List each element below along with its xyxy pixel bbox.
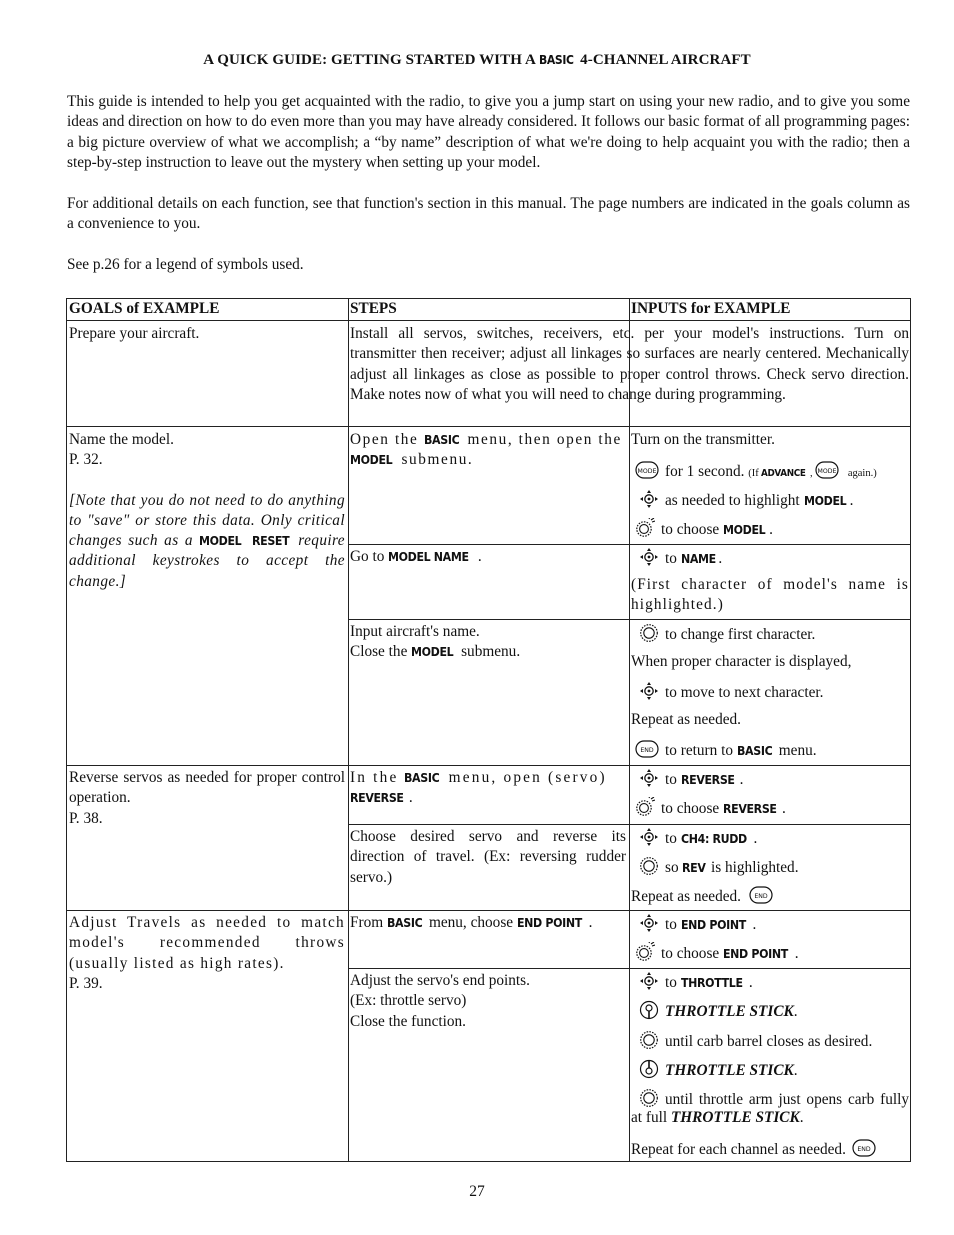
dial-turn-icon bbox=[639, 1030, 659, 1050]
dial-turn-icon bbox=[639, 623, 659, 643]
step-model-name: Go to MODEL NAME . bbox=[350, 548, 482, 565]
throttle-stick-up-icon bbox=[639, 1000, 659, 1020]
page-title: A QUICK GUIDE: GETTING STARTED WITH A BASIC 4-CHANNEL AIRCRAFT bbox=[203, 52, 751, 68]
svg-text:MODE: MODE bbox=[817, 468, 837, 476]
input-next-char: to move to next character. bbox=[639, 681, 823, 703]
input-change-char: to change first character. bbox=[639, 623, 815, 645]
goal-page: P. 39. bbox=[69, 974, 103, 992]
step-prepare: Install all servos, switches, receivers, etc. per your model's instructions. Turn on transmitter then receiver; adjust all linkages so surfaces are nearly centered. Mechanically adjust all linkages as close as possible to proper control throws. Check servo direction. Make notes now of what you will need to change during programming. bbox=[350, 325, 909, 403]
row-divider bbox=[67, 910, 910, 911]
row-divider bbox=[348, 544, 910, 545]
dial-turn-icon bbox=[639, 856, 659, 876]
input-to-ch4: to CH4: RUDD . bbox=[639, 827, 757, 849]
step-adjust-end-points bbox=[350, 971, 626, 1032]
goal-text: Adjust Travels as needed to match model's recommended throws (usually listed as high rates). bbox=[69, 914, 345, 972]
end-key-icon bbox=[749, 885, 773, 905]
row-divider bbox=[67, 765, 910, 766]
input-rev-highlight: so REV is highlighted. bbox=[639, 856, 799, 878]
mode-key-icon bbox=[635, 460, 659, 480]
input-repeat: Repeat as needed. bbox=[631, 711, 741, 728]
column-divider bbox=[348, 299, 349, 1161]
input-first-char-note: (First character of model's name is highlighted.) bbox=[631, 576, 909, 614]
input-throttle-arm: until throttle arm just opens carb fully at full THROTTLE STICK. bbox=[631, 1088, 909, 1127]
input-to-name: to NAME . bbox=[639, 547, 722, 569]
svg-text:END: END bbox=[640, 747, 654, 755]
row-divider bbox=[348, 619, 910, 620]
goal-travel bbox=[69, 913, 345, 994]
column-divider bbox=[629, 299, 630, 1161]
header-steps: STEPS bbox=[350, 300, 397, 317]
intro-paragraph-3: See p.26 for a legend of symbols used. bbox=[67, 256, 304, 273]
mode-key-icon bbox=[815, 460, 839, 480]
input-choose-model: to choose MODEL . bbox=[635, 518, 773, 540]
input-carb-closes: until carb barrel closes as desired. bbox=[639, 1030, 872, 1052]
page-number: 27 bbox=[469, 1183, 485, 1200]
input-throttle-stick-up: THROTTLE STICK. bbox=[639, 1000, 798, 1022]
cursor-pad-icon bbox=[639, 681, 659, 701]
goal-text: Reverse servos as needed for proper control operation. bbox=[69, 769, 345, 807]
row-divider bbox=[348, 824, 910, 825]
row-divider bbox=[67, 426, 910, 427]
input-repeat-channels: Repeat for each channel as needed. END bbox=[631, 1138, 882, 1160]
step-text: (Ex: throttle servo) bbox=[350, 992, 467, 1010]
input-mode-key: MODE for 1 second. (If ADVANCE , MODE again.) bbox=[635, 460, 877, 484]
goal-note: [Note that you do not need to do anything to "save" or store this data. Only critical changes such as a MODEL RESET require additional keystrokes to accept the change.] bbox=[69, 491, 345, 590]
dial-press-icon bbox=[635, 518, 655, 538]
input-repeat-reverse: Repeat as needed. END bbox=[631, 885, 779, 907]
step-open-model: Open the BASIC menu, then open the MODEL submenu. bbox=[350, 431, 622, 469]
step-choose-servo: Choose desired servo and reverse its direction of travel. (Ex: reversing rudder servo.) bbox=[350, 828, 626, 886]
cursor-pad-icon bbox=[639, 768, 659, 788]
cursor-pad-icon bbox=[639, 489, 659, 509]
intro-paragraph-1: This guide is intended to help you get acquainted with the radio, to give you a jump start on using your new radio, and to give you some ideas and direction on how to do even more than you may have already considered. It follows our basic format of all programming pages: a big picture overview of what we accomplish; a “by name” description of what we're doing to help acquaint you with the radio; then a step-by-step instruction to leave out the mystery when setting up your model. bbox=[67, 93, 910, 171]
input-turn-on: Turn on the transmitter. bbox=[631, 431, 775, 448]
end-key-icon bbox=[635, 739, 659, 759]
goal-page: P. 32. bbox=[69, 451, 103, 469]
input-to-end-point: to END POINT . bbox=[639, 913, 756, 935]
input-choose-end-point: to choose END POINT . bbox=[635, 942, 799, 964]
header-goals: GOALS of EXAMPLE bbox=[69, 300, 220, 317]
cursor-pad-icon bbox=[639, 971, 659, 991]
input-throttle-stick-down: THROTTLE STICK. bbox=[639, 1059, 798, 1081]
cursor-pad-icon bbox=[639, 547, 659, 567]
step-end-point: From BASIC menu, choose END POINT . bbox=[350, 914, 593, 931]
goal-text: Name the model. bbox=[69, 431, 174, 448]
goal-prepare: Prepare your aircraft. bbox=[69, 325, 200, 342]
dial-press-icon bbox=[635, 942, 655, 962]
svg-text:END: END bbox=[857, 1146, 871, 1154]
dial-press-icon bbox=[635, 797, 655, 817]
input-to-throttle: to THROTTLE . bbox=[639, 971, 753, 993]
goal-page: P. 38. bbox=[69, 809, 103, 827]
input-return-basic: END to return to BASIC menu. bbox=[635, 739, 817, 761]
step-open-reverse: In the BASIC menu, open (servo) REVERSE . bbox=[350, 769, 607, 807]
cursor-pad-icon bbox=[639, 913, 659, 933]
input-to-reverse: to REVERSE . bbox=[639, 768, 743, 790]
dial-turn-icon bbox=[639, 1088, 659, 1108]
step-text: Input aircraft's name. bbox=[350, 623, 480, 640]
step-text: Adjust the servo's end points. bbox=[350, 972, 530, 989]
goal-reverse bbox=[69, 768, 345, 829]
step-text: Close the MODEL submenu. bbox=[350, 643, 521, 661]
step-input-name bbox=[350, 622, 626, 663]
svg-text:END: END bbox=[754, 893, 768, 901]
guide-table bbox=[66, 298, 911, 1162]
intro-paragraph-2: For additional details on each function, see that function's section in this manual. The page numbers are indicated in the goals column as a convenience to you. bbox=[67, 195, 910, 233]
input-proper-char: When proper character is displayed, bbox=[631, 653, 852, 670]
throttle-stick-down-icon bbox=[639, 1059, 659, 1079]
goal-name-model bbox=[69, 430, 345, 592]
row-divider bbox=[67, 320, 910, 321]
input-choose-reverse: to choose REVERSE . bbox=[635, 797, 786, 819]
row-divider bbox=[348, 968, 910, 969]
input-highlight-model: as needed to highlight MODEL . bbox=[639, 489, 853, 511]
cursor-pad-icon bbox=[639, 827, 659, 847]
header-inputs: INPUTS for EXAMPLE bbox=[631, 300, 791, 317]
end-key-icon bbox=[852, 1138, 876, 1158]
step-text: Close the function. bbox=[350, 1012, 466, 1030]
svg-text:MODE: MODE bbox=[637, 468, 657, 476]
